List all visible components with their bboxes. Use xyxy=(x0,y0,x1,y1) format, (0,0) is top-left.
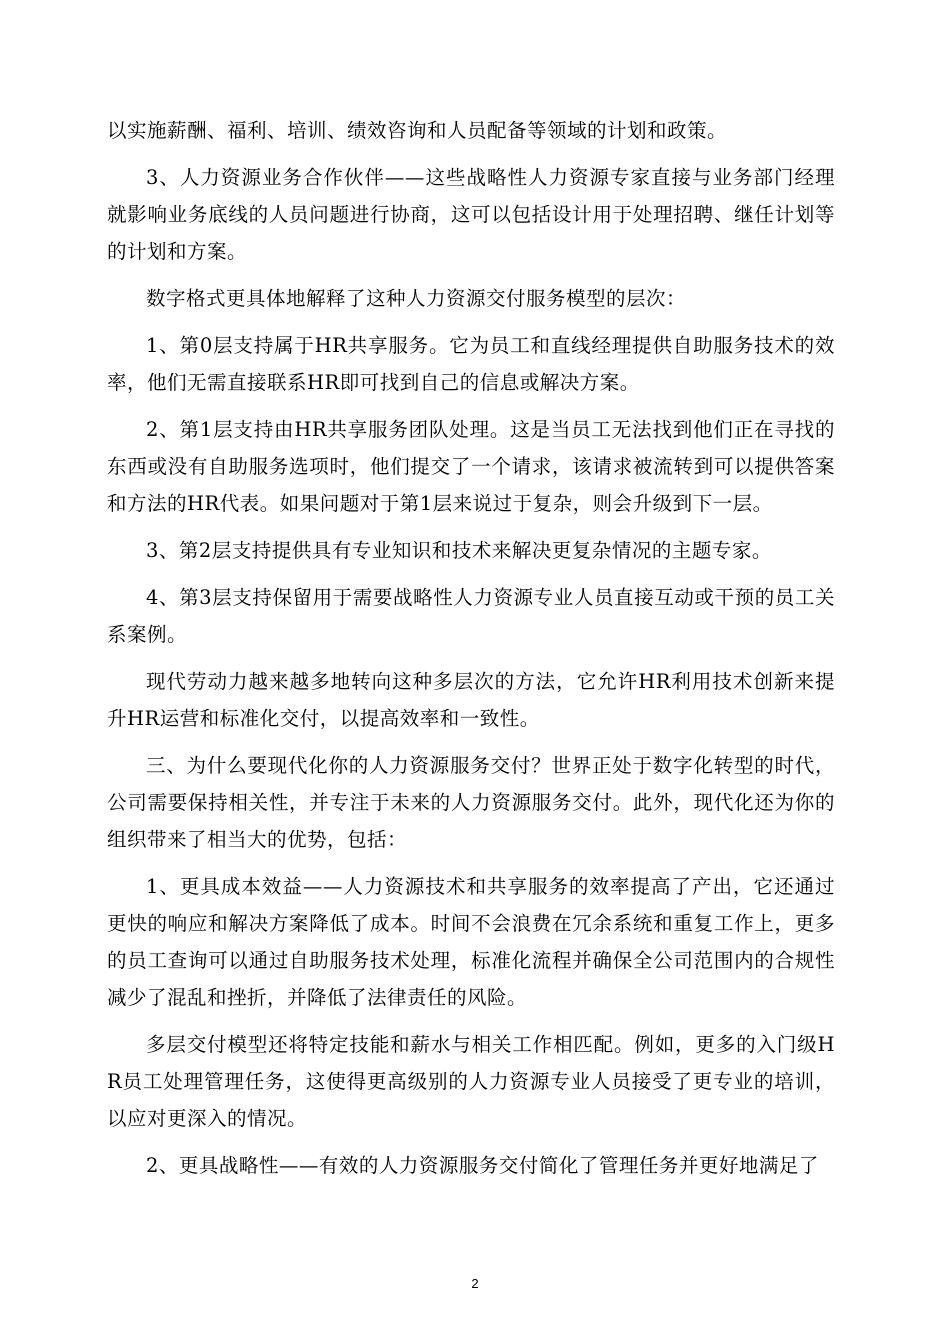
paragraph-cost-effective: 1、更具成本效益——人力资源技术和共享服务的效率提高了产出，它还通过更快的响应和解决方案降低了成本。时间不会浪费在冗余系统和重复工作上，更多的员工查询可以通过自助服务技术处理，标准化流程并确保全公司范围内的合规性减少了混乱和挫折，并降低了法律责任的风险。 xyxy=(107,875,835,1009)
paragraph-multi-tier-approach: 现代劳动力越来越多地转向这种多层次的方法，它允许HR利用技术创新来提升HR运营和标准化交付，以提高效率和一致性。 xyxy=(107,670,835,730)
paragraph-tier-3: 4、第3层支持保留用于需要战略性人力资源专业人员直接互动或干预的员工关系案例。 xyxy=(107,586,835,646)
page-body xyxy=(107,112,835,1184)
paragraph-tier-2: 3、第2层支持提供具有专业知识和技术来解决更复杂情况的主题专家。 xyxy=(146,539,772,562)
paragraph-more-strategic: 2、更具战略性——有效的人力资源服务交付简化了管理任务并更好地满足了 xyxy=(146,1154,819,1177)
paragraph-continuation: 以实施薪酬、福利、培训、绩效咨询和人员配备等领域的计划和政策。 xyxy=(107,119,728,142)
paragraph-tier-0: 1、第0层支持属于HR共享服务。它为员工和直线经理提供自助服务技术的效率，他们无需直接联系HR即可找到自己的信息或解决方案。 xyxy=(107,334,835,394)
paragraph-tier-intro: 数字格式更具体地解释了这种人力资源交付服务模型的层次： xyxy=(146,287,687,310)
page-number: 2 xyxy=(471,1276,479,1291)
paragraph-skill-matching: 多层交付模型还将特定技能和薪水与相关工作相匹配。例如，更多的入门级HR员工处理管理任务，这使得更高级别的人力资源专业人员接受了更专业的培训，以应对更深入的情况。 xyxy=(107,1033,835,1130)
paragraph-tier-1: 2、第1层支持由HR共享服务团队处理。这是当员工无法找到他们正在寻找的东西或没有自助服务选项时，他们提交了一个请求，该请求被流转到可以提供答案和方法的HR代表。如果问题对于第1层来说过于复杂，则会升级到下一层。 xyxy=(107,418,835,515)
paragraph-hr-business-partner: 3、人力资源业务合作伙伴——这些战略性人力资源专家直接与业务部门经理就影响业务底线的人员问题进行协商，这可以包括设计用于处理招聘、继任计划等的计划和方案。 xyxy=(107,166,835,263)
paragraph-section-three: 三、为什么要现代化你的人力资源服务交付？世界正处于数字化转型的时代，公司需要保持相关性，并专注于未来的人力资源服务交付。此外，现代化还为你的组织带来了相当大的优势，包括： xyxy=(107,754,835,851)
